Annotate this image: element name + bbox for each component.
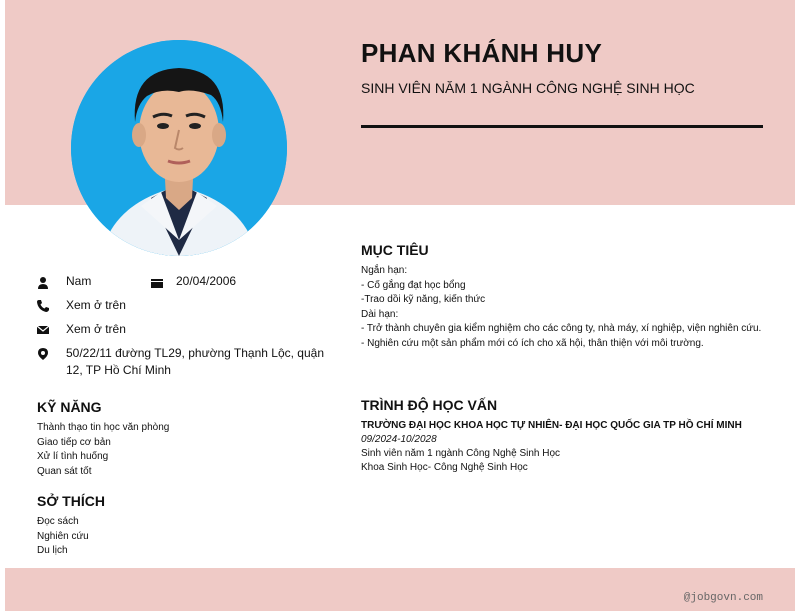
birthday-value: 20/04/2006 bbox=[176, 274, 237, 288]
objective-line: Ngắn hạn: bbox=[361, 265, 408, 276]
objective-line: Dài hạn: bbox=[361, 308, 399, 320]
gender-value: Nam bbox=[66, 274, 92, 288]
list-item: Quan sát tốt bbox=[37, 465, 92, 477]
education-detail: Sinh viên năm 1 ngành Công Nghệ Sinh Học bbox=[361, 448, 561, 459]
mail-icon bbox=[36, 323, 50, 337]
objective-heading: MỤC TIÊU bbox=[361, 242, 429, 258]
objective-line: - Trở thành chuyên gia kiểm nghiệm cho các công ty, nhà máy, xí nghiệp, viện nghiên cứu. bbox=[361, 323, 762, 334]
education-detail: Khoa Sinh Học- Công Nghệ Sinh Học bbox=[361, 462, 528, 473]
phone-icon bbox=[36, 299, 50, 313]
footer-band bbox=[5, 568, 795, 611]
list-item: Xử lí tình huống bbox=[37, 451, 109, 462]
education-heading: TRÌNH ĐỘ HỌC VẤN bbox=[361, 397, 498, 413]
footer-brand: @jobgovn.com bbox=[683, 592, 763, 604]
list-item: Đọc sách bbox=[37, 516, 79, 527]
profile-photo bbox=[71, 40, 287, 256]
location-icon bbox=[36, 347, 50, 361]
list-item: Du lịch bbox=[37, 545, 68, 556]
skills-heading: KỸ NĂNG bbox=[37, 399, 102, 415]
objective-text bbox=[361, 264, 763, 351]
objective-line: -Trao dồi kỹ năng, kiến thức bbox=[361, 294, 486, 305]
candidate-name: PHAN KHÁNH HUY bbox=[361, 38, 603, 68]
calendar-icon bbox=[150, 276, 164, 290]
objective-line: - Cố gắng đạt học bổng bbox=[361, 279, 466, 291]
candidate-title: SINH VIÊN NĂM 1 NGÀNH CÔNG NGHỆ SINH HỌC bbox=[361, 80, 695, 96]
hobbies-heading: SỞ THÍCH bbox=[37, 493, 105, 509]
hobbies-list bbox=[37, 515, 89, 559]
list-item: Thành thạo tin học văn phòng bbox=[37, 422, 170, 433]
header-divider bbox=[361, 125, 763, 128]
education-block bbox=[361, 419, 781, 475]
skills-list bbox=[37, 421, 169, 479]
objective-line: - Nghiên cứu một sản phẩm mới có ích cho xã hội, thân thiện với môi trường. bbox=[361, 337, 704, 349]
user-icon bbox=[36, 276, 50, 290]
address-value: 50/22/11 đường TL29, phường Thạnh Lộc, quận 12, TP Hồ Chí Minh bbox=[66, 346, 324, 377]
email-value: Xem ở trên bbox=[66, 322, 126, 336]
list-item: Giao tiếp cơ bản bbox=[37, 436, 111, 448]
study-period: 09/2024-10/2028 bbox=[361, 434, 437, 445]
list-item: Nghiên cứu bbox=[37, 530, 89, 542]
school-name: TRƯỜNG ĐẠI HỌC KHOA HỌC TỰ NHIÊN- ĐẠI HỌC QUỐC GIA TP HỒ CHÍ MINH bbox=[361, 420, 742, 431]
phone-value: Xem ở trên bbox=[66, 298, 126, 312]
